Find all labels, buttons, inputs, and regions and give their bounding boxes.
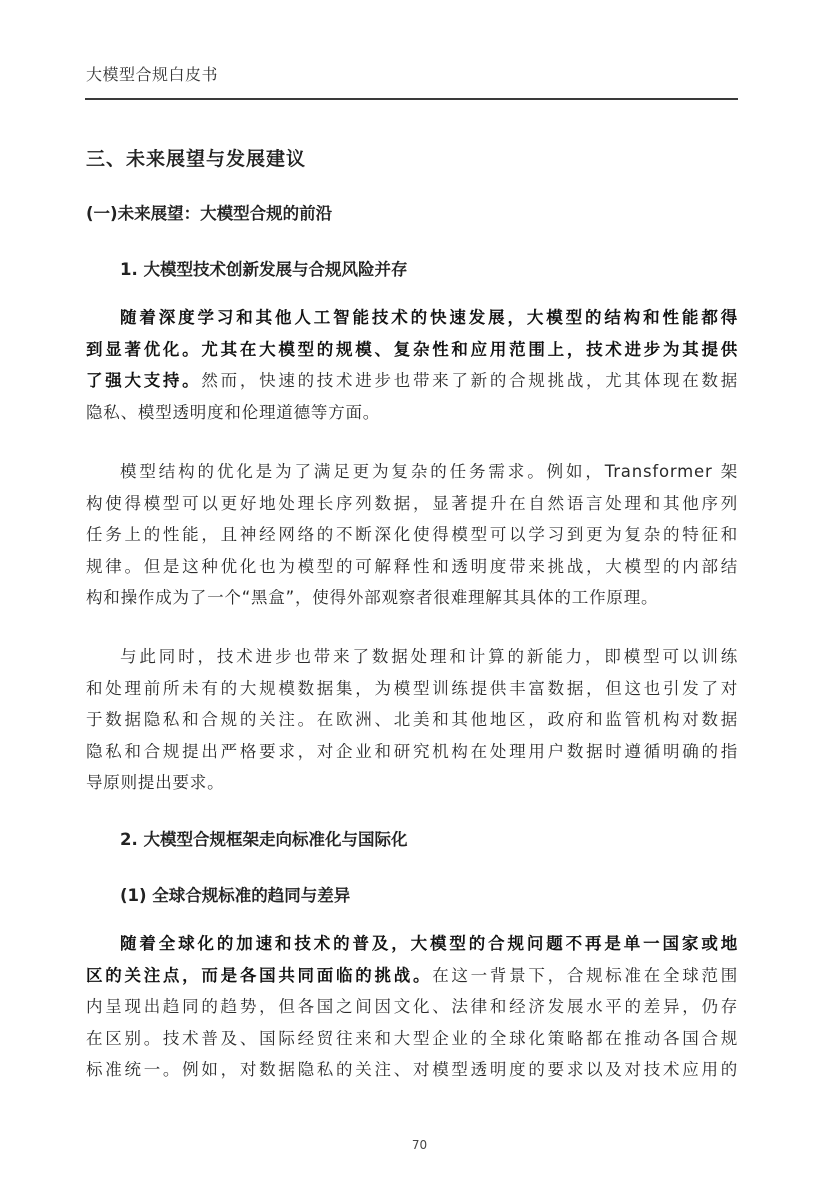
paragraph-line: 标准统一。例如，对数据隐私的关注、对模型透明度的要求以及对技术应用的 (86, 1060, 738, 1079)
item2-heading: 2. 大模型合规框架走向标准化与国际化 (120, 830, 408, 849)
regular-text: 然而，快速的技术进步也带来了新的合规挑战，尤其体现在数据 (201, 371, 738, 390)
bold-text: 随着深度学习和其他人工智能技术的快速发展，大模型的结构和性能都得 (120, 308, 738, 327)
item1-heading: 1. 大模型技术创新发展与合规风险并存 (120, 260, 408, 279)
paragraph-line: 在区别。技术普及、国际经贸往来和大型企业的全球化策略都在推动各国合规 (86, 1028, 738, 1048)
paragraph-line: 构使得模型可以更好地处理长序列数据，显著提升在自然语言处理和其他序列 (86, 493, 738, 513)
bold-text: 区的关注点，而是各国共同面临的挑战。 (86, 965, 433, 985)
paragraph-line: 隐私和合规提出严格要求，对企业和研究机构在处理用户数据时遵循明确的指 (86, 741, 738, 761)
paragraph-line (86, 365, 738, 397)
page-number: 70 (411, 1138, 428, 1152)
section-heading: 三、未来展望与发展建议 (86, 148, 307, 170)
item1-paragraph-2 (86, 456, 738, 614)
paragraph-line (86, 302, 738, 334)
paragraph-line (86, 960, 738, 992)
bold-text: 了强大支持。 (86, 371, 202, 390)
paragraph-line: 于数据隐私和合规的关注。在欧洲、北美和其他地区，政府和监管机构对数据 (86, 710, 738, 729)
paragraph-line: 导原则提出要求。 (86, 773, 225, 792)
header-divider (85, 98, 738, 100)
bold-text: 随着全球化的加速和技术的普及，大模型的合规问题不再是单一国家或地 (120, 934, 738, 953)
paragraph-line: 内呈现出趋同的趋势，但各国之间因文化、法律和经济发展水平的差异，仍存 (86, 997, 738, 1016)
paragraph-line: 与此同时，技术进步也带来了数据处理和计算的新能力，即模型可以训练 (120, 647, 738, 666)
item1-paragraph-1 (86, 302, 738, 428)
paragraph-line: 模型结构的优化是为了满足更为复杂的任务需求。例如，Transformer 架 (120, 462, 738, 481)
subsection-heading: (一)未来展望：大模型合规的前沿 (86, 204, 333, 223)
running-header-title: 大模型合规白皮书 (86, 65, 219, 84)
item2-subheading: (1) 全球合规标准的趋同与差异 (120, 886, 351, 905)
regular-text: 在这一背景下，合规标准在全球范围 (432, 965, 738, 985)
paragraph-line (86, 928, 738, 960)
paragraph-line: 隐私、模型透明度和伦理道德等方面。 (86, 402, 381, 422)
paragraph-line: 构和操作成为了一个“黑盒”，使得外部观察者很难理解其具体的工作原理。 (86, 588, 659, 607)
paragraph-line: 任务上的性能，且神经网络的不断深化使得模型可以学习到更为复杂的特征和 (86, 525, 738, 544)
paragraph-line: 和处理前所未有的大规模数据集，为模型训练提供丰富数据，但这也引发了对 (86, 678, 738, 698)
bold-text: 到显著优化。尤其在大模型的规模、复杂性和应用范围上，技术进步为其提供 (86, 339, 738, 359)
paragraph-line (86, 334, 738, 366)
paragraph-line: 规律。但是这种优化也为模型的可解释性和透明度带来挑战，大模型的内部结 (86, 556, 738, 576)
item2-paragraph-1 (86, 928, 738, 1086)
item1-paragraph-3 (86, 641, 738, 799)
